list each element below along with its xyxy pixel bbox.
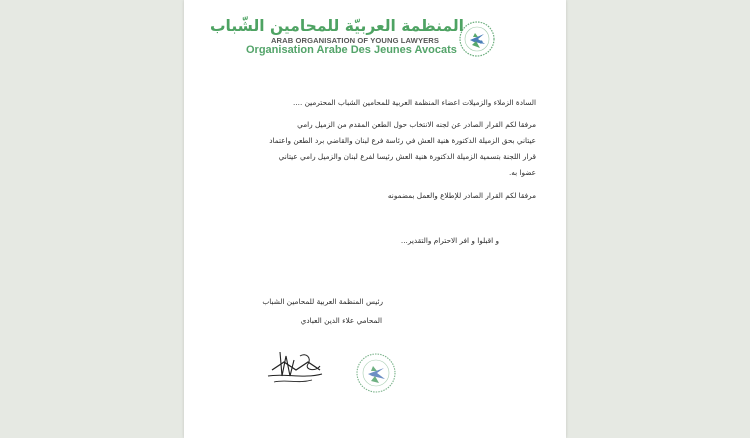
organisation-french-title: Organisation Arabe Des Jeunes Avocats xyxy=(246,44,457,56)
organisation-english-title: ARAB ORGANISATION OF YOUNG LAWYERS xyxy=(270,36,440,45)
organisation-stamp-icon xyxy=(352,350,400,396)
paragraph-line: مرفقا لكم القرار الصادر عن لجنه الانتخاب حول الطعن المقدم من الزميل رامي xyxy=(297,120,536,129)
paragraph-line: عضوا به. xyxy=(508,168,536,177)
paragraph-line: قرار اللجنة بتسمية الزميلة الدكتورة هنية العش رئيسا لفرع لبنان والزميل رامي عيتاني xyxy=(278,152,536,161)
attachment-note: مرفقا لكم القرار الصادر للإطلاع والعمل بمضمونه xyxy=(387,191,536,200)
handwritten-signature xyxy=(264,346,326,390)
signatory-name: المحامي علاء الدين العبادي xyxy=(300,316,382,325)
organisation-arabic-title: المنظمة العربيّة للمحامين الشّباب xyxy=(209,17,464,35)
signatory-title: رئيس المنظمة العربية للمحامين الشباب xyxy=(262,297,383,306)
paragraph-line: عيتاني بحق الزميلة الدكتورة هنية العش في رئاسة فرع لبنان والقاضي برد الطعن واعتماد xyxy=(269,136,536,145)
letter-page xyxy=(184,0,566,438)
closing-line: و اقبلوا و افر الاحترام والتقدير... xyxy=(400,236,499,245)
salutation-line: السادة الزملاء والزميلات اعضاء المنظمة العربية للمحامين الشباب المحترمين .... xyxy=(293,98,536,107)
organisation-emblem-icon xyxy=(454,17,500,61)
